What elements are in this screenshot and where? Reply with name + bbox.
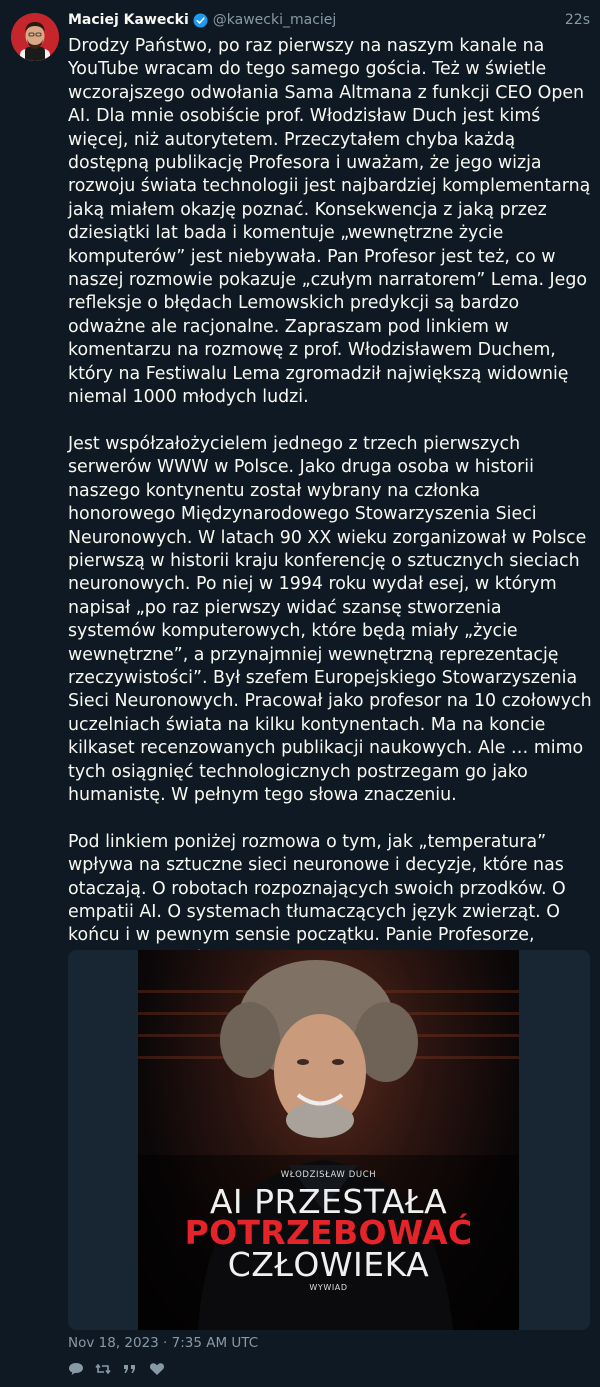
poster-title-line2: POTRZEBOWAĆ [184,1213,473,1252]
media-poster [138,950,519,1330]
tweet-date[interactable]: Nov 18, 2023 · 7:35 AM UTC [68,1335,259,1351]
username[interactable]: @kawecki_maciej [212,12,337,28]
tweet-content [68,35,592,1018]
reply-icon[interactable] [68,1361,84,1375]
like-icon[interactable] [149,1361,165,1375]
poster-title-line3: CZŁOWIEKA [227,1245,430,1284]
avatar[interactable] [11,13,59,61]
tweet-actions [68,1361,165,1375]
tweet-paragraph: Jest współzałożycielem jednego z trzech pierwszych serwerów WWW w Polsce. Jako druga osoba w historii naszego kontynentu został wybrany na członka honorowego Międzynarodowego Stowarzyszenia Sieci Neuronowych. W latach 90 XX wieku zorganizował w Polsce pierwszą w historii kraju konferencję o sztucznych sieciach neuronowych. Po niej w 1994 roku wydał esej, w którym napisał „po raz pierwszy widać szansę stworzenia systemów komputerowych, które będą miały „życie wewnętrzne”, a przynajmniej wewnętrzną reprezentację rzeczywistości”. Był szefem Europejskiego Stowarzyszenia Sieci Neuronowych. Pracował jako profesor na 10 czołowych uczelniach świata na kilku kontynentach. Ma na koncie kilkaset recenzowanych publikacji naukowych. Ale … mimo tych osiągnięć technologicznych postrzegam go jako humanistę. W pełnym tego słowa znaczeniu. [68,433,592,805]
poster-label: WYWIAD [309,1283,348,1292]
fullname[interactable]: Maciej Kawecki [68,12,189,28]
tweet-time[interactable]: 22s [564,12,590,28]
avatar-photo-icon [11,13,59,61]
quote-icon[interactable] [122,1361,138,1375]
poster-subject: WŁODZISŁAW DUCH [280,1170,377,1180]
tweet-header [68,10,590,30]
tweet-paragraph: Drodzy Państwo, po raz pierwszy na naszym kanale na YouTube wracam do tego samego gościa. Też w świetle wczorajszego odwołania Sama Altmana z funkcji CEO Open AI. Dla mnie osobiście prof. Włodzisław Duch jest kimś więcej, niż autorytetem. Przeczytałem chyba każdą dostępną publikację Profesora i uważam, że jego wizja rozwoju świata technologii jest najbardziej komplementarną jaką miałem okazję poznać. Konsekwencja z jaką przez dziesiątki lat bada i komentuje „wewnętrzne życie komputerów” jest niebywała. Pan Profesor jest też, co w naszej rozmowie pokazuje „czułym narratorem” Lema. Jego refleksje o błędach Lemowskich predykcji są bardzo odważne ale racjonalne. Zapraszam pod linkiem w komentarzu na rozmowę z prof. Włodzisławem Duchem, który na Festiwalu Lema zgromadził największą widownię niemal 1000 młodych ludzi. [68,36,591,408]
tweet-paragraph: Pod linkiem poniżej rozmowa o tym, jak „temperatura” wpływa na sztuczne sieci neuronowe i decyzje, które nas otaczają. O robotach rozpoznających swoich przodków. O empatii AI. O systemach tłumaczących język zwierząt. O końcu i w pewnym sensie początku. Panie Profesorze, [68,831,566,946]
verified-badge-icon [193,13,208,28]
retweet-icon[interactable] [95,1361,111,1375]
tweet-media[interactable] [68,950,590,1330]
poster-title-line1: AI PRZESTAŁA [209,1182,448,1221]
